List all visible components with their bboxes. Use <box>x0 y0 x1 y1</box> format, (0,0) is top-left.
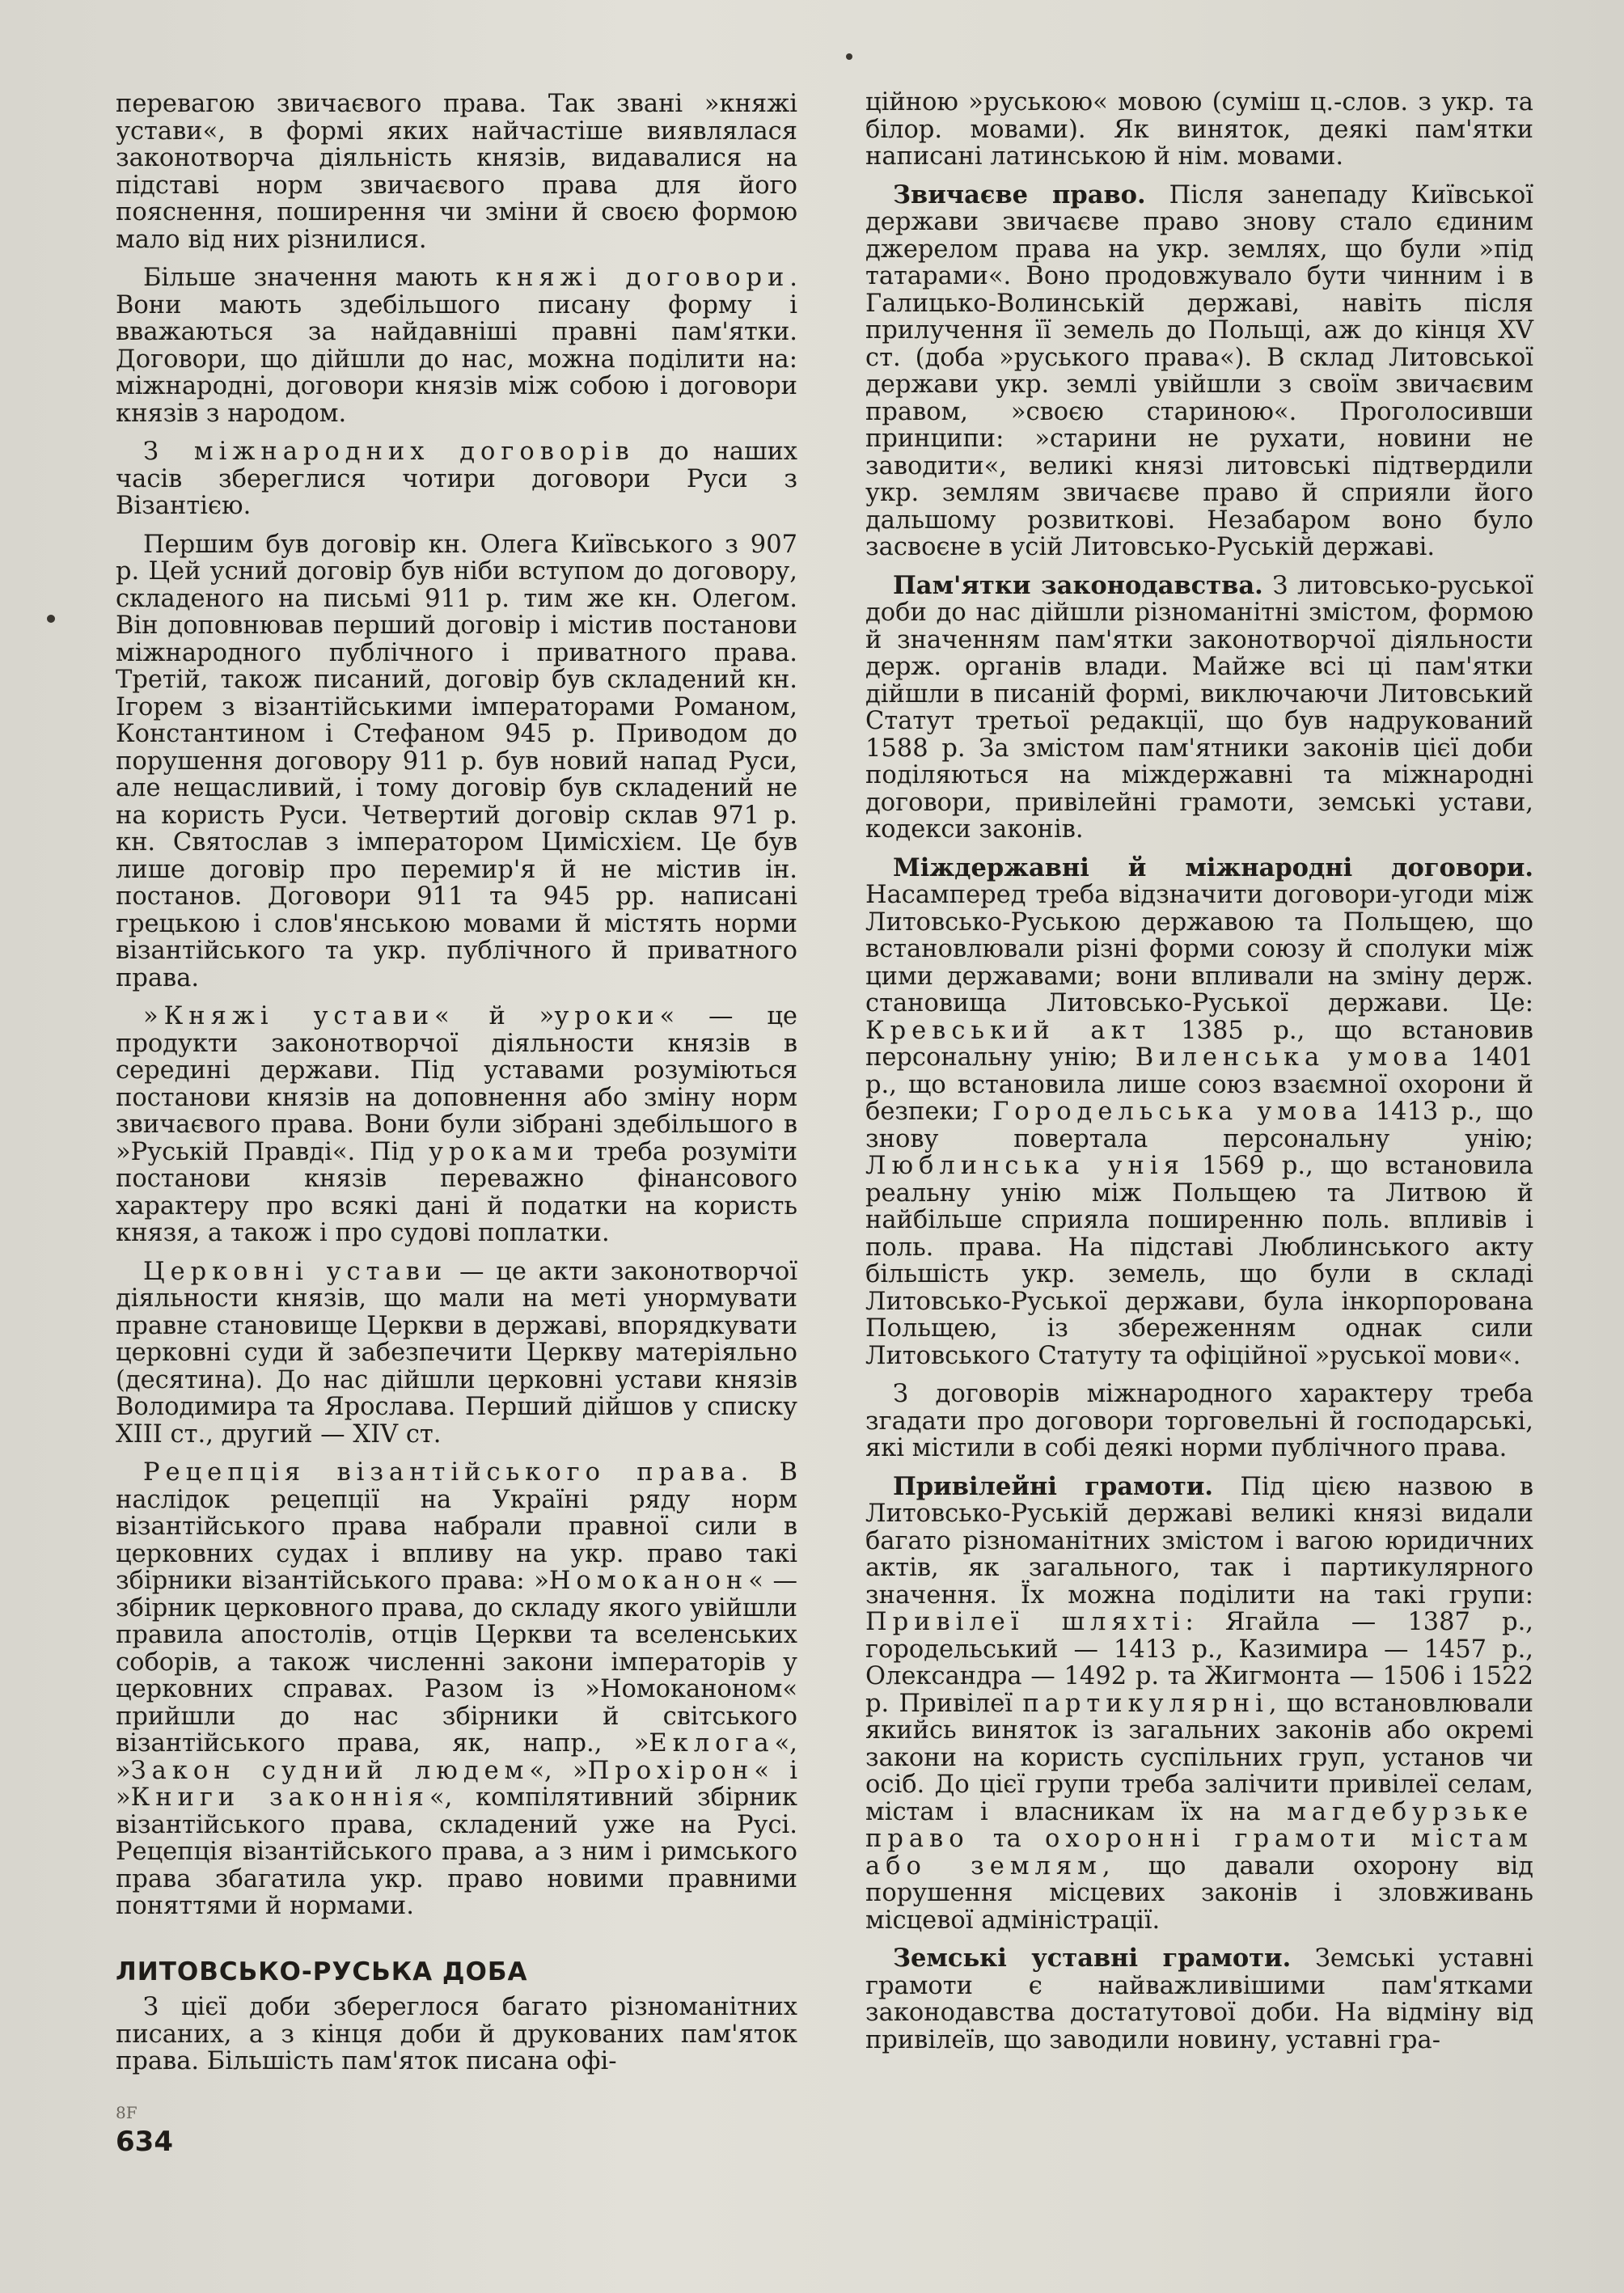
spaced-term: Закон судний людем <box>130 1756 530 1785</box>
section-heading: ЛИТОВСЬКО-РУСЬКА ДОБА <box>116 1957 528 1986</box>
paragraph: Більше значення мають княжі договори. Вони мають здебільшого писану форму і вважаються за найдавніші правні пам'ятки. Договори, що дійшли до нас, можна поділити на: міжнародні, договори князів між собою і договори князів з народом. <box>116 264 797 428</box>
spaced-term: Еклога <box>649 1729 775 1758</box>
paragraph: Пам'ятки законодавства. З литовсько-руської доби до нас дійшли різноманітні змістом, формою й значенням пам'ятки законотворчої діяльности держ. органів влади. Майже всі ці пам'ятки дійшли в писаній формі, виключаючи Литовський Статут третьої редакції, що був надрукований 1588 р. За змістом пам'ятники законів цієї доби поділяються на міждержавні та міжнародні договори, привілейні грамоти, земські устави, кодекси законів. <box>865 570 1533 844</box>
paragraph: Першим був договір кн. Олега Київського з 907 р. Цей усний договір був ніби вступом до договору, складеного на письмі 911 р. тим же кн. Олегом. Він доповнював перший договір і містив постанови міжнародного публічного і приватного права. Третій, також писаний, договір був складений кн. Ігорем з візантійськими імператорами Романом, Константином і Стефаном 945 р. Приводом до порушення договору 911 р. був новий напад Руси, але нещасливий, і тому договір був складений не на користь Руси. Четвертий договір склав 971 р. кн. Святослав з імператором Цимісхієм. Це був лише договір про перемир'я й не містив ін. постанов. Договори 911 та 945 рр. написані грецькою і слов'янською мовами й містять норми візантійського та укр. публічного й приватного права. <box>116 530 797 992</box>
page-mark: 8F <box>116 2103 137 2122</box>
spaced-term: Кревський акт <box>865 1016 1152 1045</box>
spaced-term: Номоканон <box>548 1567 749 1595</box>
printing-speck <box>846 53 852 60</box>
paragraph-heading: Привілейні грамоти. <box>893 1471 1214 1501</box>
paragraph-heading: Звичаєве право. <box>893 180 1146 209</box>
paragraph: Привілейні грамоти. Під цією назвою в Литовсько-Руській державі великі князі видали багато різноманітних змістом і вагою юридичних актів, як загального, так і партикулярного значення. Їх можна поділити на такі групи: Привілеї шляхті: Ягайла — 1387 р., городельський — 1413 р., Казимира — 1457 р., Олександра — 1492 р. та Жигмонта — 1506 і 1522 р. Привілеї партикулярні, що встановлювали якийсь виняток із загальних законів або окремі закони на користь суспільних груп, установ чи осіб. До цієї групи треба залічити привілеї селам, містам і власникам їх на магдебурзьке право та охоронні грамоти містам або землям, що давали охорону від порушення місцевих законів і зловживань місцевої адміністрації. <box>865 1471 1533 1935</box>
spaced-term: Рецепція візантійського права. <box>143 1458 755 1487</box>
spaced-term: охоронні грамоти містам або землям <box>865 1825 1533 1881</box>
paragraph: перевагою звичаєвого права. Так звані »княжі устави«, в формі яких найчастіше виявлялася законотворча діяльність князів, видавалися на підставі норм звичаєвого права для його пояснення, поширення чи зміни й своєю формою мало від них різнилися. <box>116 90 797 254</box>
spaced-term: Привілеї шляхті <box>865 1608 1186 1636</box>
spaced-term: княжі договори <box>495 264 790 292</box>
spaced-term: »Княжі устави« <box>143 1002 455 1030</box>
paragraph: Звичаєве право. Після занепаду Київської держави звичаєве право знову стало єдиним джерелом права на укр. землях, що були »під татарами«. Воно продовжувало бути чинним і в Галицько-Волинській державі, навіть після прилучення її земель до Польщі, аж до кінця XV ст. (доба »руського права«). В склад Литовської держави укр. землі увійшли з своїм звичаєвим правом, »своєю стариною«. Проголосивши принципи: »старини не рухати, новини не заводити«, великі князі литовські підтвердили укр. землям звичаєве право й сприяли його дальшому розвиткові. Незабаром воно було засвоєне в усій Литовсько-Руській державі. <box>865 180 1534 561</box>
printing-speck <box>47 615 55 623</box>
right-column <box>865 89 1533 2065</box>
left-column <box>116 91 797 2087</box>
paragraph: ційною »руською« мовою (суміш ц.-слов. з укр. та білор. мовами). Як виняток, деякі пам'ятки написані латинською й нім. мовами. <box>865 88 1533 171</box>
spaced-term: Люблинська унія <box>865 1152 1185 1180</box>
paragraph: З міжнародних договорів до наших часів збереглися чотири договори Руси з Візантією. <box>116 438 797 520</box>
page-number: 634 <box>116 2126 173 2158</box>
paragraph: Земські уставні грамоти. Земські уставні грамоти є найважливішими пам'ятками законодавства достатутової доби. На відміну від привілеїв, що заводили новину, уставні гра- <box>865 1944 1533 2054</box>
paragraph: З цієї доби збереглося багато різноманітних писаних, а з кінця доби й друкованих пам'яток права. Більшість пам'яток писана офі- <box>116 1993 797 2075</box>
paragraph: Рецепція візантійського права. В наслідок рецепції на Україні ряду норм візантійського права набрали правної сили в церковних судах і впливу на укр. право такі збірники візантійського права: »Номоканон« — збірник церковного права, до складу якого увійшли правила апостолів, отців Церкви та вселенських соборів, а також численні закони імператорів у церковних справах. Разом із »Номоканоном« прийшли до нас збірники й світського візантійського права, як, напр., »Еклога«, »Закон судний людем«, »Прохірон« і »Книги законнія«, компілятивний збірник візантійського права, складений уже на Русі. Рецепція візантійського права, а з ним і римського права збагатила укр. право новими правними поняттями й нормами. <box>116 1458 798 1920</box>
spaced-term: партикулярні <box>1022 1689 1269 1718</box>
paragraph: Міждержавні й міжнародні договори. Насамперед треба відзначити договори-угоди між Литовсько-Руською державою та Польщею, що встановлювали різні форми союзу й сполуки між цими державами; вони впливали на зміну держ. становища Литовсько-Руської держави. Це: Кревський акт 1385 р., що встановив персональну унію; Виленська умова 1401 р., що встановила лише союз взаємної охорони й безпеки; Городельська умова 1413 р., що знову повертала персональну унію; Люблинська унія 1569 р., що встановила реальну унію між Польщею та Литвою й найбільше сприяла поширенню поль. впливів і поль. права. На підставі Люблинського акту більшість укр. земель, що були в складі Литовсько-Руської держави, була інкорпорована Польщею, із збереженням однак сили Литовського Статуту та офіційної »руської мови«. <box>865 852 1533 1370</box>
spaced-term: Прохірон <box>587 1756 755 1785</box>
spaced-term: Городельська умова <box>992 1098 1363 1126</box>
spaced-term: Книги законнія <box>130 1783 429 1812</box>
paragraph: З договорів міжнародного характеру треба згадати про договори торговельні й господарські, які містили в собі деякі норми публічного права. <box>865 1380 1533 1462</box>
spaced-term: уроками <box>429 1137 580 1166</box>
paragraph: Церковні устави — це акти законотворчої діяльности князів, що мали на меті унормувати правне становище Церкви в державі, впорядкувати церковні суди й забезпечити Церкву матеріяльно (десятина). До нас дійшли церковні устави князів Володимира та Ярослава. Перший дійшов у списку XIII ст., другий — XIV ст. <box>116 1257 797 1449</box>
paragraph: »Княжі устави« й »уроки« — це продукти законотворчої діяльности князів в середині держави. Під уставами розуміються постанови князів на доповнення або зміну норм звичаєвого права. Вони були зібрані здебільшого в »Руській Правді«. Під уроками треба розуміти постанови князів переважно фінансового характеру про всякі дані й податки на користь князя, а також і про судові поплатки. <box>116 1002 797 1247</box>
spaced-term: магдебурзьке право <box>865 1797 1533 1853</box>
spaced-term: З міжнародних договорів <box>143 438 635 466</box>
spaced-term: Церковні устави <box>143 1257 448 1286</box>
paragraph-heading: Пам'ятки законодавства. <box>893 570 1263 600</box>
paragraph-heading: Земські уставні грамоти. <box>893 1944 1292 1973</box>
spaced-term: Виленська умова <box>1135 1043 1453 1072</box>
paragraph-heading: Міждержавні й міжнародні договори. <box>893 852 1533 882</box>
spaced-term: уроки <box>554 1002 660 1030</box>
